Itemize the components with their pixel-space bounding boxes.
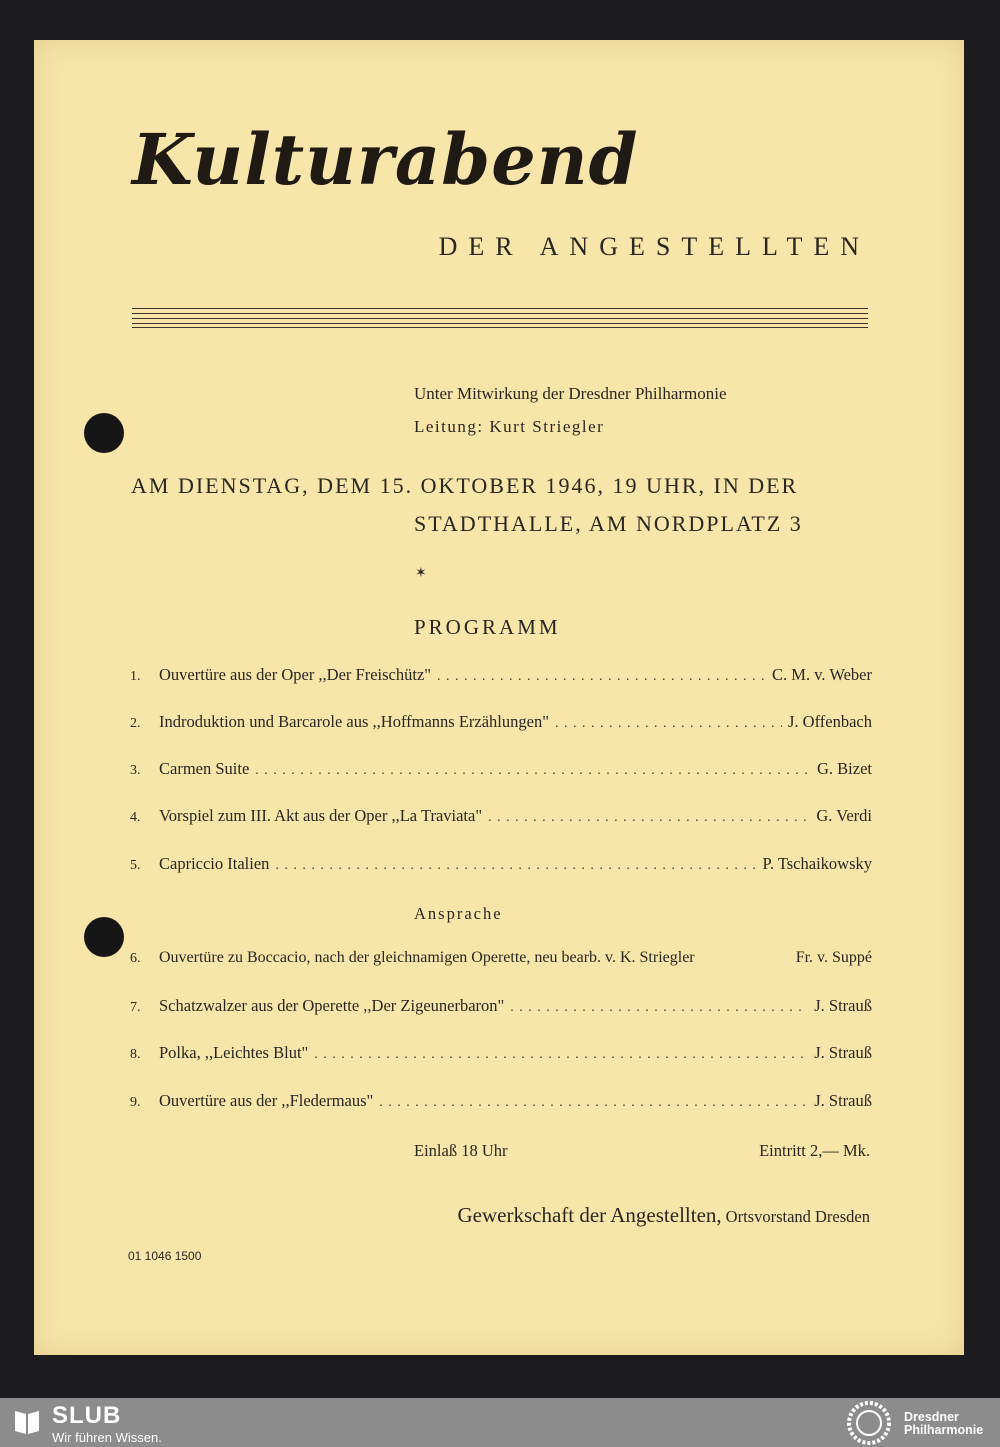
leader-dots xyxy=(437,669,766,685)
organizer-name: Gewerkschaft der Angestellten, xyxy=(457,1203,722,1227)
item-title: Schatzwalzer aus der Operette ,,Der Zigeunerbaron" xyxy=(159,996,505,1015)
footer-bar xyxy=(0,1398,1000,1447)
interlude-label: Ansprache xyxy=(414,904,503,923)
star-ornament-icon: ✶ xyxy=(415,565,427,581)
page-title: Kulturabend xyxy=(132,118,639,201)
item-composer: J. Strauß xyxy=(814,996,872,1015)
partner-name-line2: Philharmonie xyxy=(904,1423,984,1437)
leader-dots xyxy=(275,858,756,874)
credits-conductor: Leitung: Kurt Striegler xyxy=(414,417,605,436)
program-item xyxy=(130,949,872,975)
leader-dots xyxy=(555,716,782,732)
item-composer: P. Tschaikowsky xyxy=(762,854,872,873)
rule-line-3 xyxy=(132,318,868,319)
entry-time: Einlaß 18 Uhr xyxy=(414,1141,508,1160)
rule-line-1 xyxy=(132,308,868,309)
item-title: Polka, ,,Leichtes Blut" xyxy=(159,1043,309,1062)
partner-name xyxy=(904,1411,983,1437)
organizer xyxy=(458,1203,871,1228)
program-item xyxy=(130,665,872,691)
item-number: 7. xyxy=(130,1000,141,1015)
organizer-branch: Ortsvorstand Dresden xyxy=(725,1207,870,1226)
item-number: 2. xyxy=(130,716,141,731)
page-subtitle: DER ANGESTELLTEN xyxy=(438,232,870,261)
program-item xyxy=(130,854,872,880)
item-number: 8. xyxy=(130,1047,141,1062)
library-name: SLUB xyxy=(52,1402,122,1429)
event-venue-line: STADTHALLE, AM NORDPLATZ 3 xyxy=(414,511,803,536)
item-number: 4. xyxy=(130,810,141,825)
program-sheet xyxy=(34,40,964,1355)
leader-dots xyxy=(510,1000,808,1016)
item-title: Ouvertüre aus der ,,Fledermaus" xyxy=(159,1091,374,1110)
entry-price: Eintritt 2,— Mk. xyxy=(759,1141,870,1160)
print-code: 01 1046 1500 xyxy=(128,1249,202,1263)
slub-logo-icon xyxy=(12,1407,42,1437)
program-item xyxy=(130,806,872,832)
item-composer: G. Verdi xyxy=(816,806,872,825)
item-title: Vorspiel zum III. Akt aus der Oper ,,La Traviata" xyxy=(159,806,483,825)
leader-dots xyxy=(314,1047,808,1063)
program-item xyxy=(130,1043,872,1069)
rule-line-5 xyxy=(132,327,868,328)
leader-dots xyxy=(488,810,810,826)
item-composer: G. Bizet xyxy=(817,759,872,778)
item-title: Ouvertüre aus der Oper ,,Der Freischütz" xyxy=(159,665,432,684)
item-composer: J. Offenbach xyxy=(788,712,872,731)
punch-hole-top xyxy=(84,413,124,453)
partner-name-line1: Dresdner xyxy=(904,1410,959,1424)
event-date-line: AM DIENSTAG, DEM 15. OKTOBER 1946, 19 UHR, IN DER xyxy=(131,473,799,498)
philharmonie-logo-icon xyxy=(842,1400,896,1446)
item-number: 5. xyxy=(130,858,141,873)
item-number: 9. xyxy=(130,1095,141,1110)
item-title: Carmen Suite xyxy=(159,759,250,778)
item-number: 6. xyxy=(130,951,141,966)
program-item xyxy=(130,759,872,785)
program-heading: PROGRAMM xyxy=(414,615,561,639)
program-item xyxy=(130,712,872,738)
item-title: Ouvertüre zu Boccacio, nach der gleichnamigen Operette, neu bearb. v. K. Striegler xyxy=(159,949,695,966)
program-item xyxy=(130,1091,872,1117)
rule-line-4 xyxy=(132,323,868,324)
item-number: 3. xyxy=(130,763,141,778)
library-tagline: Wir führen Wissen. xyxy=(52,1430,162,1445)
item-composer: J. Strauß xyxy=(814,1091,872,1110)
leader-dots xyxy=(255,763,811,779)
item-composer: C. M. v. Weber xyxy=(772,665,872,684)
item-title: Capriccio Italien xyxy=(159,854,270,873)
rule-line-2 xyxy=(132,313,868,314)
credits-orchestra: Unter Mitwirkung der Dresdner Philharmonie xyxy=(414,384,727,403)
item-composer: J. Strauß xyxy=(814,1043,872,1062)
item-number: 1. xyxy=(130,669,141,684)
punch-hole-bottom xyxy=(84,917,124,957)
program-item xyxy=(130,996,872,1022)
leader-dots xyxy=(379,1095,808,1111)
item-composer: Fr. v. Suppé xyxy=(795,949,872,966)
item-title: Indroduktion und Barcarole aus ,,Hoffmanns Erzählungen" xyxy=(159,712,549,731)
